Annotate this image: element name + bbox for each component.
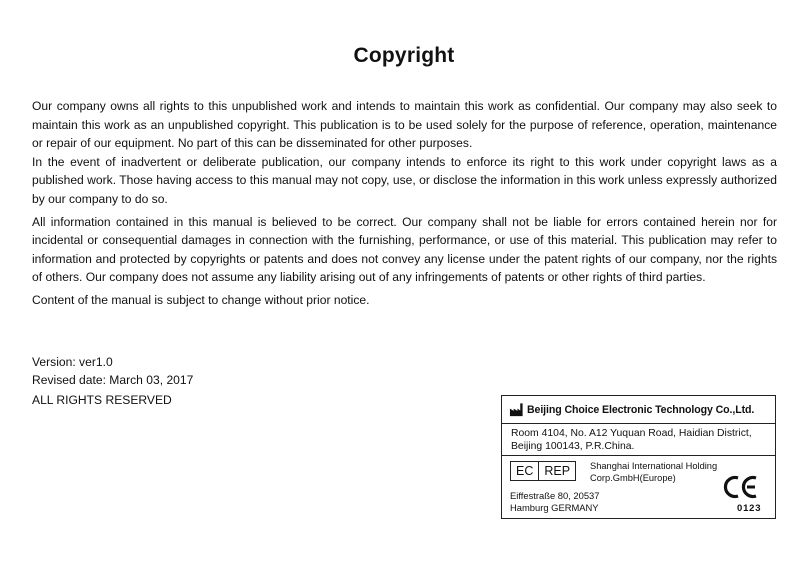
manufacturer-address: [511, 427, 773, 453]
copyright-body: [32, 97, 777, 314]
manufacturer-divider: [502, 455, 775, 456]
paragraph-liability: All information contained in this manual is believed to be correct. Our company shall not be liable for errors contained herein nor for incidental or consequential damages in connection with the furnishing, performance, or use of this material. This publication may refer to information and protected by copyrights or patents and does not convey any license under the patent rights of our company, nor the rights of others. Our company does not assume any liability arising out of any infringements of patents or other rights of third parties.: [32, 214, 777, 285]
paragraph-publication: In the event of inadvertent or deliberate publication, our company intends to enforce its right to this work under copyright laws as a published work. Those having access to this manual may not copy, use, or disclose the information in this work unless expressly authorized by our company to do so.: [32, 154, 777, 206]
manufacturer-address-line: Beijing 100143, P.R.China.: [511, 441, 635, 452]
paragraph-confidentiality: Our company owns all rights to this unpublished work and intends to maintain this work as confidential. Our company may also seek to maintain this work as an unpublished copyright. This publication is to be used solely for the purpose of reference, operation, maintenance or repair of our equipment. No part of this can be disseminated for other purposes.: [32, 99, 777, 151]
ec-rep-name-line: Corp.GmbH(Europe): [590, 473, 676, 483]
ec-rep-address-line: Hamburg GERMANY: [510, 502, 599, 513]
ec-rep-name-line: Shanghai International Holding: [590, 461, 718, 471]
ec-label: EC: [510, 461, 539, 481]
paragraph-change-notice: Content of the manual is subject to change without prior notice.: [32, 292, 370, 307]
version-block: [32, 353, 193, 389]
revised-date-text: Revised date: March 03, 2017: [32, 373, 194, 387]
manufacturer-address-line: Room 4104, No. A12 Yuquan Road, Haidian District,: [511, 428, 752, 439]
manufacturer-name: Beijing Choice Electronic Technology Co.,Ltd.: [527, 404, 755, 416]
ec-rep-symbol: [510, 461, 576, 481]
notified-body-number: 0123: [737, 503, 762, 514]
page-title: Copyright: [353, 44, 455, 67]
factory-icon: [509, 402, 524, 417]
manufacturer-header: [502, 396, 775, 424]
version-text: Version: ver1.0: [32, 355, 113, 369]
manufacturer-label-box: [501, 395, 776, 519]
ec-rep-address: [510, 490, 599, 514]
ec-rep-name: [590, 460, 717, 484]
ec-rep-address-line: Eiffestraße 80, 20537: [510, 490, 600, 501]
rights-reserved-text: ALL RIGHTS RESERVED: [32, 393, 172, 407]
rep-label: REP: [539, 461, 576, 481]
ce-mark-icon: [722, 473, 762, 501]
